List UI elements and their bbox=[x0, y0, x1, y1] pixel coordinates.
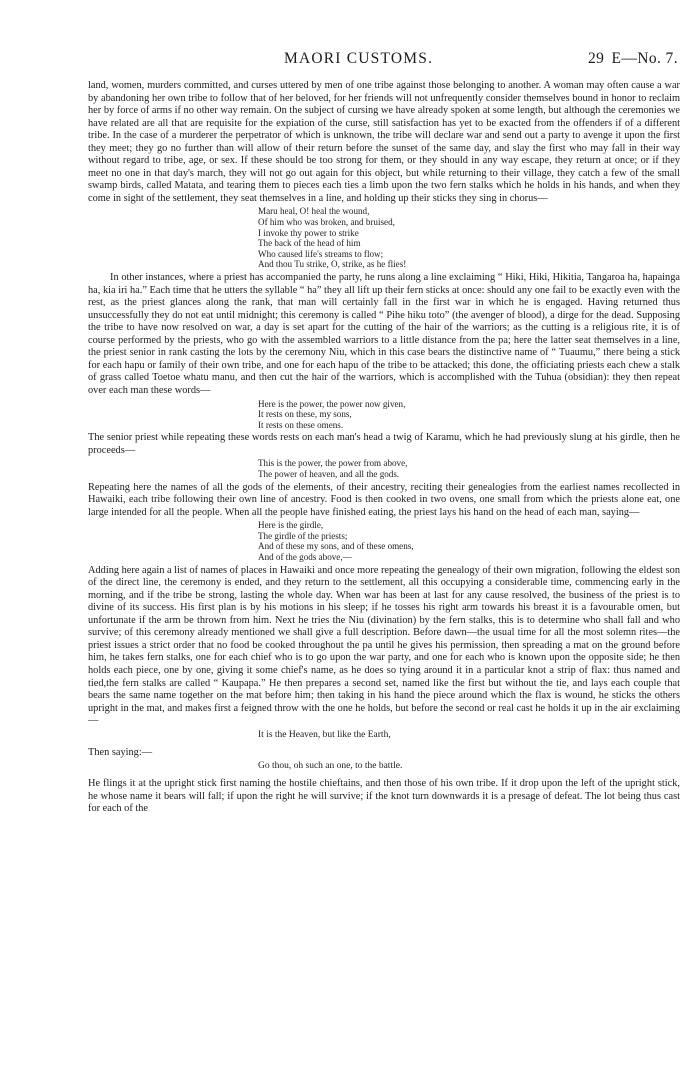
page-title: MAORI CUSTOMS. bbox=[284, 50, 434, 67]
verse-line: The back of the head of him bbox=[258, 238, 361, 249]
chant-power bbox=[258, 399, 680, 431]
chant-go-to-battle: Go thou, oh such an one, to the battle. bbox=[258, 761, 403, 772]
page-number: 29 bbox=[588, 50, 605, 67]
verse-line: And of these my sons, and of these omens, bbox=[258, 541, 414, 552]
verse-line: I invoke thy power to strike bbox=[258, 227, 359, 238]
body-text bbox=[88, 80, 680, 816]
verse-line: And of the gods above,— bbox=[258, 551, 352, 562]
verse-line: This is the power, the power from above, bbox=[258, 458, 408, 469]
paragraph-1: land, women, murders committed, and curses uttered by men of one tribe against those belonging to another. A woman may often cause a war by abandoning her own tribe to follow that of her beloved, for her friends will not unfrequently consider themselves bound in honor to reclaim her by force of arms if no other way remain. On the subject of cursing we have already spoken at some length, but although the ceremonies we have related are all that are requisite for the expiation of the curse, still satisfaction has yet to be exacted from the offenders if of a different tribe. In the case of a murderer the perpetrator of which is unknown, the tribe will declare war and send out a party to avenge it upon the first they meet; they go no further than will allow of their return before the sunset of the same day, and slay the first who may fall in their way without regard to tribe, age, or sex. If these should be too strong for them, or they should in any way escape, they return at once; or if they meet no one in that day's march, they will not go out again for this object, but while returning to their village, they catch a few of the small swamp birds, called Matata, and tearing them to pieces each ties a limb upon the two fern stalks which he holds in his hands, and when they come in sight of the settlement, they seat themselves in a line, and holding up their sticks they sing in chorus— bbox=[88, 80, 680, 204]
verse-line: Of him who was broken, and bruised, bbox=[258, 217, 395, 228]
verse-line: And thou Tu strike, O, strike, as he flies! bbox=[258, 259, 407, 270]
verse-line: Maru heal, O! heal the wound, bbox=[258, 206, 370, 217]
verse-line: It rests on these omens. bbox=[258, 419, 344, 430]
paragraph-7: He flings it at the upright stick first naming the hostile chieftains, and then those of his own tribe. If it drop upon the left of the upright stick, he whose name it bears will fall; if upon the right he will survive; if the knot turn downwards it is a presage of defeat. The lot being thus cast for each of the bbox=[88, 778, 680, 815]
verse-line: Here is the girdle, bbox=[258, 520, 324, 531]
paragraph-6: Then saying:— bbox=[88, 746, 153, 758]
chant-heaven-power bbox=[258, 458, 680, 479]
chant-girdle bbox=[258, 520, 680, 562]
running-header bbox=[88, 50, 678, 72]
chant-maru bbox=[258, 206, 680, 270]
chant-heaven-earth: It is the Heaven, but like the Earth, bbox=[258, 729, 391, 740]
document-reference: E—No. 7. bbox=[611, 50, 678, 67]
paragraph-3: The senior priest while repeating these words rests on each man's head a twig of Karamu, which he had previously slung at his girdle, then he proceeds— bbox=[88, 432, 680, 456]
verse-line: Here is the power, the power now given, bbox=[258, 398, 406, 409]
paragraph-4: Repeating here the names of all the gods of the elements, of their ancestry, reciting their genealogies from the earliest names recollected in Hawaiki, each tribe following their own line of ancestry. Food is then cooked in two ovens, one small from which the priests alone eat, one large intended for all the people. When all the people have finished eating, the priest lays his hand on the head of each man, saying— bbox=[88, 481, 680, 518]
paragraph-2: In other instances, where a priest has accompanied the party, he runs along a line exclaiming “ Hiki, Hiki, Hikitia, Tangaroa ha, hapainga ha, kia iri ha.” Each time that he utters the syllable “ ha” they all lift up their fern sticks at once: should any one fail to be exactly even with the rest, as the priest glances along the rank, that man will certainly fall in the first war in which he is engaged. Having returned thus unsuccessfully they do not eat until midnight; this ceremony is called “ Pihe hiku toto” (the avenger of blood), a dirge for the dead. Supposing the tribe to have now resolved on war, a day is set apart for the cutting of the hair of the warriors; as the cutting is a religious rite, it is of course performed by the priests, who go with the assembled warriors to a little distance from the pa; here the latter seat themselves in a line, the priest senior in rank casting the lots by the ceremony Niu, which in this case bears the distinctive name of “ Tuaumu,” there being a stick for each hapu or family of their own tribe, and one for each hapu of the tribe to be attacked; this done, the officiating priests each chew a stalk of grass called Toetoe whatu manu, and then cut the hair of the warriors, which is accomplished with the Tuhua (obsidian): they then repeat over each man these words— bbox=[88, 272, 680, 396]
verse-line: Who caused life's streams to flow; bbox=[258, 248, 384, 259]
verse-line: The power of heaven, and all the gods. bbox=[258, 468, 400, 479]
verse-line: It rests on these, my sons, bbox=[258, 409, 352, 420]
verse-line: The girdle of the priests; bbox=[258, 530, 348, 541]
paragraph-5: Adding here again a list of names of places in Hawaiki and once more repeating the genealogy of their own migration, following the eldest son of the direct line, the ceremony is ended, and they return to the settlement, all this occupying a considerable time, commencing early in the morning, and if the tribe be strong, lasting the whole day. When war has been at last for any cause resolved, the business of the priest is to divine of its success. His first plan is by his motions in his sleep; if he tosses his right arm towards his breast it is a favourable omen, but unfortunate if the arm be thrown from him. Next he tries the Niu (divination) by the fern stalks, this is to determine who shall fall and who survive; of this ceremony already mentioned we shall give a full description. Before dawn—the usual time for all the most solemn rites—the priest issues a strict order that no food be cooked throughout the pa until he gives his permission, then spreading a mat on the ground before him, he takes fern stalks, one for each chief who is to go upon the war party, and one for each who is known upon the opposite side; he then holds each piece, one by one, giving it some chief's name, as he does so tying around it in a particular knot a strip of flax: thus named and tied,the fern stalks are called “ Kaupapa.” He then prepares a second set, named like the first but without the tie, and lays each couple that bears the same name together on the mat before him; then taking in his hand the piece around which the flax is wound, he sticks the others upright in the mat, and makes first a feigned throw with the one he holds, but before the second or real cast he holds it up in the air exclaiming— bbox=[88, 564, 681, 727]
